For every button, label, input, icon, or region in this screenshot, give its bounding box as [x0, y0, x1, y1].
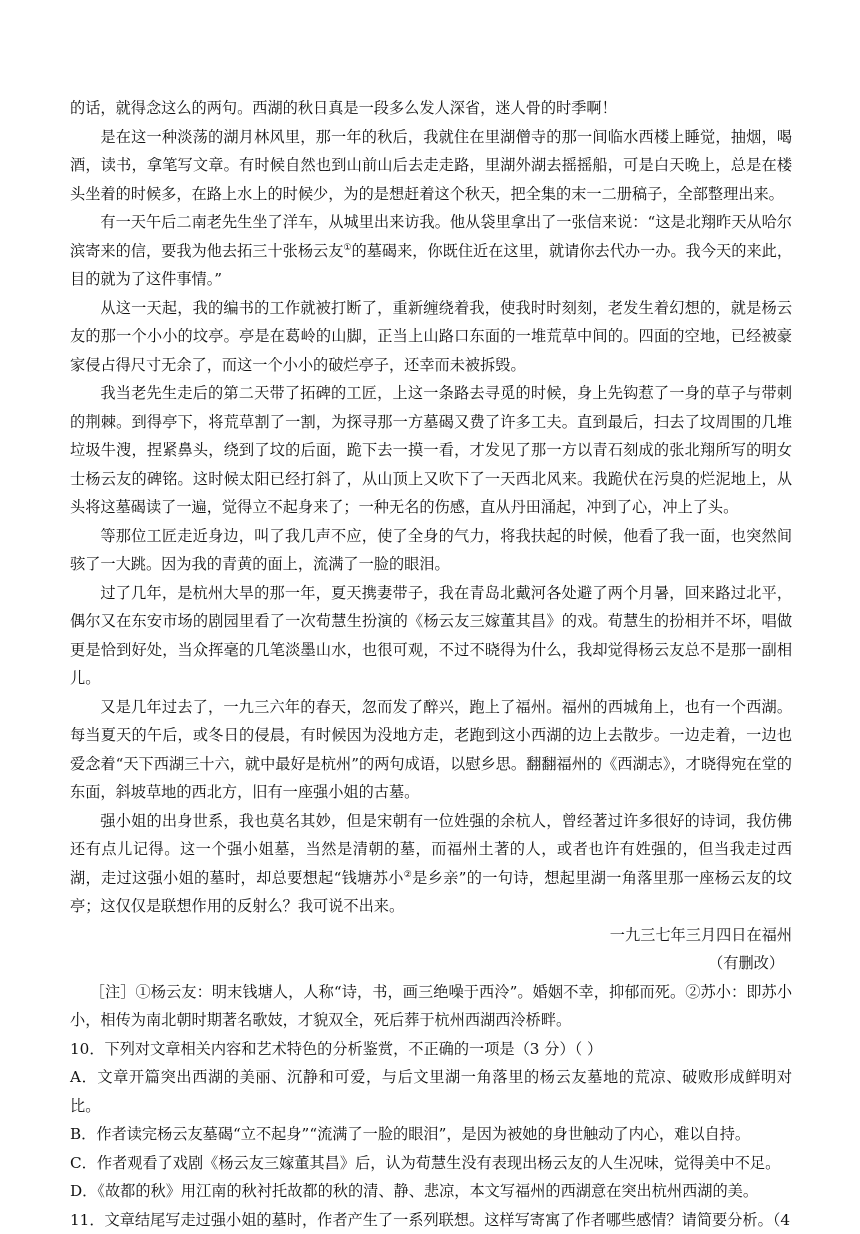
footnote-text: ①杨云友：明末钱塘人，人称“诗，书，画三绝噪于西泠”。婚姻不幸，抑郁而死。②苏小：即苏小小，相传为南北朝时期著名歌妓，才貌双全，死后葬于杭州西湖西泠桥畔。 [70, 983, 792, 1030]
option-b-letter: B． [70, 1125, 96, 1143]
paragraph-6: 过了几年，是杭州大旱的那一年，夏天携妻带子，我在青岛北戴河各处避了两个月暑，回来路过北平，偶尔又在东安市场的剧园里看了一次荀慧生扮演的《杨云友三嫁董其昌》的戏。荀慧生的扮相并不坏，唱做更是恰到好处，当众挥毫的几笔淡墨山水，也很可观，不过不晓得为什么，我却觉得杨云友总不是那一副相儿。 [70, 579, 792, 693]
option-c-letter: C． [70, 1154, 97, 1172]
option-a [70, 1063, 792, 1120]
question-11 [70, 1206, 792, 1234]
option-d-letter: D． [70, 1182, 97, 1200]
question-11-number: 11． [70, 1211, 105, 1229]
option-c-text: 作者观看了戏剧《杨云友三嫁董其昌》后，认为荀慧生没有表现出杨云友的人生况味，觉得美中不足。 [97, 1154, 780, 1172]
signature-date-place: 一九三七年三月四日在福州 [70, 921, 792, 950]
document-page [70, 94, 792, 1234]
option-a-letter: A． [70, 1068, 97, 1086]
footnote-mark-2: ② [404, 869, 412, 879]
question-10-text: 下列对文章相关内容和艺术特色的分析鉴赏，不正确的一项是（3 分）（ ） [105, 1040, 603, 1058]
paragraph-8 [70, 807, 792, 921]
paragraph-2-part-b: 的墓碣来，你既住近在这里，就请你去代办一办。我今天的来此，目的就为了这件事情。” [70, 242, 792, 289]
paragraph-2-part-a: 有一天午后二南老先生坐了洋车，从城里出来访我。他从袋里拿出了一张信来说：“这是北翔昨天从哈尔滨寄来的信，要我为他去拓三十张杨云友 [70, 213, 792, 260]
paragraph-5: 等那位工匠走近身边，叫了我几声不应，使了全身的气力，将我扶起的时候，他看了我一面，也突然间骇了一大跳。因为我的青黄的面上，流满了一脸的眼泪。 [70, 522, 792, 579]
question-10 [70, 1035, 792, 1064]
footnote [70, 978, 792, 1035]
paragraph-1: 是在这一种淡荡的湖月林风里，那一年的秋后，我就住在里湖僧寺的那一间临水西楼上睡觉，抽烟，喝酒，读书，拿笔写文章。有时候自然也到山前山后去走走路，里湖外湖去摇摇船，可是白天晚上，总是在楼头坐着的时候多，在路上水上的时候少，为的是想赶着这个秋天，把全集的末一二册稿子，全部整理出来。 [70, 123, 792, 209]
option-c [70, 1149, 792, 1178]
option-b-text: 作者读完杨云友墓碣“立不起身”“流满了一脸的眼泪”，是因为被她的身世触动了内心，难以自持。 [96, 1125, 750, 1143]
paragraph-8-part-a: 强小姐的出身世系，我也莫名其妙，但是宋朝有一位姓强的余杭人，曾经著过许多很好的诗词，我仿佛还有点儿记得。这一个强小姐墓，当然是清朝的墓，而福州土著的人，或者也许有姓强的，但当我走过西湖，走过这强小姐的墓时，却总要想起“钱塘苏小 [70, 812, 792, 887]
option-d [70, 1177, 792, 1206]
footnote-label: ［注］ [90, 983, 136, 1001]
option-a-text: 文章开篇突出西湖的美丽、沉静和可爱，与后文里湖一角落里的杨云友墓地的荒凉、破败形成鲜明对比。 [70, 1068, 792, 1115]
paragraph-0: 的话，就得念这么的两句。西湖的秋日真是一段多么发人深省，迷人骨的时季啊！ [70, 94, 792, 123]
paragraph-7: 又是几年过去了，一九三六年的春天，忽而发了醉兴，跑上了福州。福州的西城角上，也有一个西湖。每当夏天的午后，或冬日的侵晨，有时候因为没地方走，老跑到这小西湖的边上去散步。一边走着，一边也爱念着“天下西湖三十六，就中最好是杭州”的两句成语，以慰乡思。翻翻福州的《西湖志》，才晓得宛在堂的东面，斜坡草地的西北方，旧有一座强小姐的古墓。 [70, 693, 792, 807]
option-b [70, 1120, 792, 1149]
paragraph-4: 我当老先生走后的第二天带了拓碑的工匠，上这一条路去寻觅的时候，身上先钩惹了一身的草子与带刺的荆棘。到得亭下，将荒草割了一割，为探寻那一方墓碣又费了许多工夫。直到最后，扫去了坟周围的几堆垃圾牛溲，捏紧鼻头，绕到了坟的后面，跪下去一摸一看，才发见了那一方以青石刻成的张北翔所写的明女士杨云友的碑铭。这时候太阳已经打斜了，从山顶上又吹下了一天西北风来。我跪伏在污臭的烂泥地上，从头将这墓碣读了一遍，觉得立不起身来了；一种无名的伤感，直从丹田涌起，冲到了心，冲上了头。 [70, 379, 792, 522]
paragraph-2 [70, 208, 792, 294]
question-10-number: 10． [70, 1040, 105, 1058]
paragraph-8-part-b: 是乡亲”的一句诗，想起里湖一角落里那一座杨云友的坟亭；这仅仅是联想作用的反射么？我可说不出来。 [70, 869, 792, 916]
paragraph-3: 从这一天起，我的编书的工作就被打断了，重新缠绕着我，使我时时刻刻，老发生着幻想的，就是杨云友的那一个小小的坟亭。亭是在葛岭的山脚，正当上山路口东面的一堆荒草中间的。四面的空地，已经被豪家侵占得尺寸无余了，而这一个小小的破烂亭子，还幸而未被拆毁。 [70, 294, 792, 380]
footnote-mark-1: ① [343, 242, 351, 252]
question-11-text: 文章结尾写走过强小姐的墓时，作者产生了一系列联想。这样写寄寓了作者哪些感情？请简要分析。（4 [105, 1211, 791, 1229]
option-d-text: 《故都的秋》用江南的秋衬托故都的秋的清、静、悲凉，本文写福州的西湖意在突出杭州西湖的美。 [97, 1182, 758, 1200]
signature-edited: （有删改） [70, 949, 792, 978]
